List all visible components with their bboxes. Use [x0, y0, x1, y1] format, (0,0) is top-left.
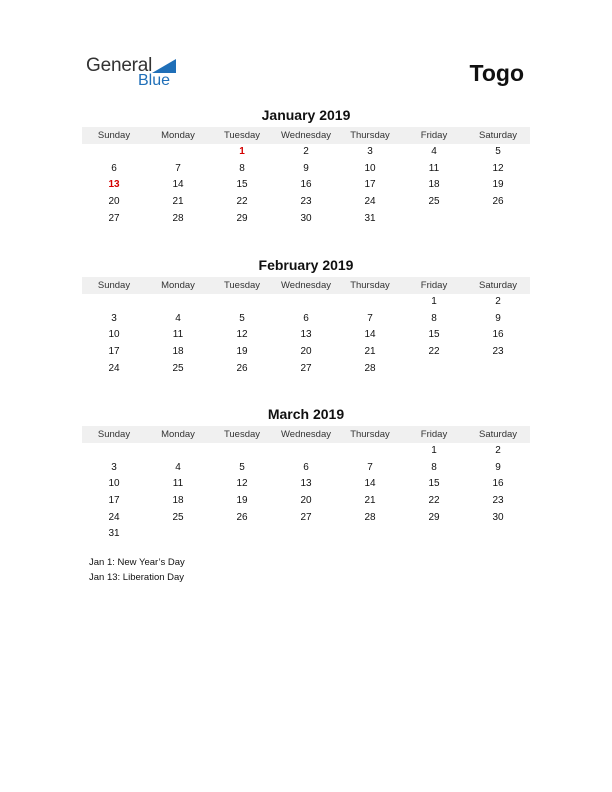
day-cell: 17 — [108, 495, 120, 507]
day-cell: 4 — [175, 312, 181, 324]
week-row — [82, 177, 530, 194]
week-row — [82, 344, 530, 361]
day-cell: 21 — [172, 196, 184, 208]
day-cell: 20 — [300, 346, 312, 358]
day-cell: 14 — [364, 329, 376, 341]
day-cell — [146, 294, 210, 311]
weekday-label: Friday — [420, 280, 448, 291]
day-cell: 21 — [364, 495, 376, 507]
day-cell: 25 — [172, 511, 184, 523]
week-row — [82, 493, 530, 510]
day-cell: 26 — [492, 196, 504, 208]
month-block — [82, 405, 530, 543]
month-block — [82, 256, 530, 377]
day-cell: 19 — [236, 346, 248, 358]
day-cell — [146, 526, 210, 543]
month-title: March 2019 — [267, 406, 345, 422]
day-cell: 23 — [492, 495, 504, 507]
day-cell: 24 — [364, 196, 376, 208]
weekday-label: Friday — [420, 429, 448, 440]
day-cell: 6 — [303, 461, 309, 473]
weekday-label: Tuesday — [223, 280, 261, 291]
weekday-label: Tuesday — [223, 429, 261, 440]
logo-triangle-icon — [152, 59, 176, 73]
week-row — [82, 144, 530, 161]
week-row — [82, 476, 530, 493]
day-cell: 18 — [172, 346, 184, 358]
day-cell: 17 — [108, 346, 120, 358]
day-cell — [274, 294, 338, 311]
day-cell: 25 — [172, 362, 184, 374]
weekday-label: Sunday — [97, 130, 131, 141]
week-row — [82, 294, 530, 311]
day-cell: 10 — [108, 478, 120, 490]
day-cell: 27 — [300, 511, 312, 523]
day-cell — [146, 443, 210, 460]
day-cell: 24 — [108, 511, 120, 523]
week-row — [82, 161, 530, 178]
day-cell: 12 — [236, 329, 248, 341]
day-cell: 29 — [236, 212, 248, 224]
day-cell — [402, 211, 466, 228]
day-cell: 19 — [236, 495, 248, 507]
day-cell: 9 — [303, 162, 309, 174]
weekday-header-row — [82, 277, 530, 294]
day-cell: 18 — [428, 179, 440, 191]
weekday-label: Monday — [161, 429, 195, 440]
day-cell: 29 — [428, 511, 440, 523]
day-cell: 20 — [108, 196, 120, 208]
day-cell: 28 — [364, 362, 376, 374]
day-cell: 26 — [236, 511, 248, 523]
day-cell: 3 — [111, 312, 117, 324]
day-cell — [210, 443, 274, 460]
day-cell: 2 — [495, 445, 501, 456]
day-cell — [146, 144, 210, 161]
weekday-label: Monday — [161, 280, 195, 291]
week-row — [82, 311, 530, 328]
holiday-note: Jan 1: New Year’s Day — [89, 557, 185, 568]
day-cell: 31 — [364, 212, 376, 224]
day-cell: 19 — [492, 179, 504, 191]
day-cell: 17 — [364, 179, 376, 191]
day-cell: 8 — [431, 312, 437, 324]
weekday-header-row — [82, 127, 530, 144]
day-cell — [82, 443, 146, 460]
day-cell: 11 — [172, 478, 184, 490]
weekday-label: Tuesday — [223, 130, 261, 141]
day-cell: 27 — [108, 212, 120, 224]
day-cell: 5 — [239, 312, 245, 324]
day-cell: 11 — [428, 162, 440, 174]
weekday-label: Saturday — [478, 130, 518, 141]
week-row — [82, 526, 530, 543]
country-title: Togo — [469, 60, 524, 86]
weekday-label: Wednesday — [281, 429, 331, 440]
day-cell — [82, 144, 146, 161]
week-row — [82, 510, 530, 527]
day-cell: 2 — [303, 146, 309, 157]
day-cell: 6 — [111, 162, 117, 174]
week-row — [82, 460, 530, 477]
day-cell: 13 — [300, 329, 312, 341]
week-row — [82, 443, 530, 460]
day-cell: 7 — [367, 312, 373, 324]
day-cell: 3 — [367, 146, 373, 157]
weekday-label: Thursday — [350, 130, 390, 141]
holiday-day-cell: 1 — [239, 146, 245, 157]
day-cell: 25 — [428, 196, 440, 208]
day-cell: 12 — [492, 162, 504, 174]
day-cell: 13 — [300, 478, 312, 490]
day-cell: 28 — [172, 212, 184, 224]
week-row — [82, 361, 530, 378]
weekday-label: Saturday — [478, 429, 518, 440]
week-row — [82, 194, 530, 211]
weekday-label: Saturday — [478, 280, 518, 291]
week-row — [82, 211, 530, 228]
day-cell: 14 — [172, 179, 184, 191]
week-row — [82, 327, 530, 344]
day-cell: 23 — [492, 346, 504, 358]
day-cell — [466, 211, 530, 228]
holiday-day-cell: 13 — [108, 179, 120, 191]
day-cell: 31 — [108, 528, 120, 540]
day-cell: 15 — [428, 329, 440, 341]
day-cell — [338, 526, 402, 543]
day-cell — [466, 526, 530, 543]
day-cell — [210, 526, 274, 543]
day-cell — [338, 294, 402, 311]
weekday-label: Wednesday — [281, 280, 331, 291]
day-cell: 8 — [431, 461, 437, 473]
day-cell: 26 — [236, 362, 248, 374]
day-cell: 22 — [428, 346, 440, 358]
day-cell: 30 — [492, 511, 504, 523]
generalblue-logo — [86, 55, 186, 95]
day-cell — [274, 526, 338, 543]
day-cell — [402, 526, 466, 543]
day-cell: 12 — [236, 478, 248, 490]
day-cell: 8 — [239, 162, 245, 174]
day-cell: 15 — [236, 179, 248, 191]
day-cell: 16 — [300, 179, 312, 191]
weekday-label: Thursday — [350, 429, 390, 440]
day-cell: 4 — [431, 146, 437, 157]
day-cell: 11 — [172, 329, 184, 341]
day-cell: 5 — [495, 146, 501, 157]
day-cell: 18 — [172, 495, 184, 507]
day-cell: 10 — [108, 329, 120, 341]
month-title: January 2019 — [261, 107, 351, 123]
day-cell: 22 — [236, 196, 248, 208]
day-cell: 30 — [300, 212, 312, 224]
day-cell: 1 — [431, 445, 437, 456]
day-cell: 6 — [303, 312, 309, 324]
weekday-label: Sunday — [97, 280, 131, 291]
day-cell: 21 — [364, 346, 376, 358]
month-block — [82, 106, 530, 227]
day-cell — [338, 443, 402, 460]
day-cell: 7 — [367, 461, 373, 473]
weekday-label: Friday — [420, 130, 448, 141]
day-cell — [466, 361, 530, 378]
day-cell: 5 — [239, 461, 245, 473]
day-cell: 16 — [492, 329, 504, 341]
day-cell — [210, 294, 274, 311]
day-cell: 3 — [111, 461, 117, 473]
day-cell — [402, 361, 466, 378]
day-cell — [274, 443, 338, 460]
logo-blue-text: Blue — [138, 72, 171, 89]
day-cell: 15 — [428, 478, 440, 490]
holiday-note: Jan 13: Liberation Day — [89, 571, 185, 583]
day-cell: 9 — [495, 312, 501, 324]
holiday-notes — [89, 556, 185, 585]
month-title: February 2019 — [258, 257, 354, 273]
weekday-header-row — [82, 426, 530, 443]
day-cell: 7 — [175, 162, 181, 174]
day-cell: 14 — [364, 478, 376, 490]
day-cell: 4 — [175, 461, 181, 473]
logo-general-text: General — [86, 55, 153, 76]
day-cell: 28 — [364, 511, 376, 523]
weekday-label: Wednesday — [281, 130, 331, 141]
weekday-label: Monday — [161, 130, 195, 141]
day-cell: 23 — [300, 196, 312, 208]
day-cell: 1 — [431, 296, 437, 307]
weekday-label: Thursday — [350, 280, 390, 291]
weekday-label: Sunday — [97, 429, 131, 440]
day-cell: 27 — [300, 362, 312, 374]
day-cell: 20 — [300, 495, 312, 507]
day-cell: 16 — [492, 478, 504, 490]
day-cell: 10 — [364, 162, 376, 174]
day-cell: 24 — [108, 362, 120, 374]
day-cell — [82, 294, 146, 311]
day-cell: 9 — [495, 461, 501, 473]
day-cell: 22 — [428, 495, 440, 507]
day-cell: 2 — [495, 296, 501, 307]
